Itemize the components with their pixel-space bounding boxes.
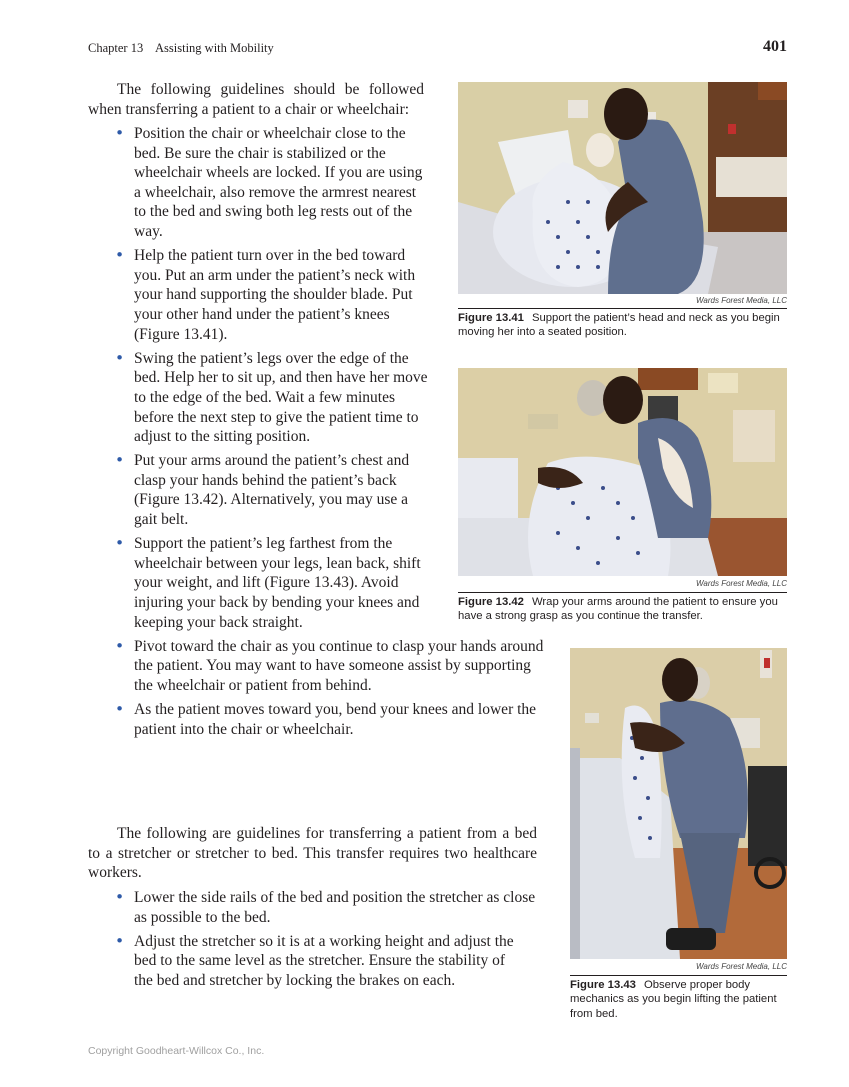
caption-rule <box>458 592 787 593</box>
running-header-chapter: Chapter 13 Assisting with Mobility <box>88 41 274 55</box>
figure-label: Figure 13.41 <box>458 312 524 324</box>
list-item: • Put your arms around the patient’s chest and clasp your hands behind the patient’s back (Figure 13.42). Alternatively, you may use a gait belt. <box>115 451 410 529</box>
bullet-icon: • <box>115 246 125 265</box>
copyright-footer: Copyright Goodheart-Willcox Co., Inc. <box>88 1045 265 1057</box>
list-item: • Lower the side rails of the bed and position the stretcher as close as possible to the bed. <box>115 888 536 926</box>
caption-rule <box>458 308 787 309</box>
list-item: • Help the patient turn over in the bed toward you. Put an arm under the patient’s neck with your hand supporting the shoulder blade. Put your other hand under the patient’s knees (Figure 13.41). <box>115 246 416 343</box>
bullet-icon: • <box>115 636 125 655</box>
bullet-icon: • <box>115 931 125 950</box>
photo-credit: Wards Forest Media, LLC <box>696 296 787 305</box>
list-item: • Swing the patient’s legs over the edge of the bed. Help her to sit up, and then have her move to the edge of the bed. Wait a few minutes before the next step to give the patient time to adjust to the sitting position. <box>115 348 428 446</box>
figure-caption: Figure 13.43 Observe proper body mechanics as you begin lifting the patient from bed. <box>570 979 777 1020</box>
figure-13-43-photo <box>570 648 787 959</box>
figure-label: Figure 13.43 <box>570 979 636 991</box>
bullet-icon: • <box>115 348 125 367</box>
bullet-icon: • <box>115 451 125 470</box>
stretcher-transfer-guidelines <box>88 888 544 995</box>
figure-label: Figure 13.42 <box>458 596 524 608</box>
figure-caption: Figure 13.42 Wrap your arms around the patient to ensure you have a strong grasp as you continue the transfer. <box>458 596 778 623</box>
page-number: 401 <box>763 38 787 55</box>
photo-illustration-chest-clasp <box>458 368 787 576</box>
list-item: • Pivot toward the chair as you continue to clasp your hands around the patient. You may want to have someone assist by supporting the wheelchair or patient from behind. <box>115 636 544 694</box>
list-item: • As the patient moves toward you, bend your knees and lower the patient into the chair or wheelchair. <box>115 700 537 738</box>
photo-illustration-head-support <box>458 82 787 294</box>
list-item: • Support the patient’s leg farthest from the wheelchair between your legs, lean back, shift your weight, and lift (Figure 13.43). Avoid injuring your back by bending your knees and keeping your back straight. <box>115 534 421 631</box>
bullet-icon: • <box>115 534 125 553</box>
list-item: • Adjust the stretcher so it is at a working height and adjust the bed to the same level as the stretcher. Ensure the stability of the bed and stretcher by locking the brakes on each. <box>115 931 514 989</box>
bullet-icon: • <box>115 888 125 906</box>
figure-caption: Figure 13.41 Support the patient’s head and neck as you begin moving her into a seated position. <box>458 312 780 339</box>
intro-paragraph-stretcher-transfer: The following are guidelines for transferring a patient from a bed to a stretcher or stretcher to bed. This transfer requires two healthcare workers. <box>88 825 537 882</box>
figure-13-42-photo <box>458 368 787 576</box>
intro-paragraph-chair-transfer: The following guidelines should be followed when transferring a patient to a chair or wheelchair: <box>88 81 424 118</box>
bullet-icon: • <box>115 700 125 719</box>
photo-credit: Wards Forest Media, LLC <box>696 579 787 588</box>
caption-rule <box>570 975 787 976</box>
figure-13-41-photo <box>458 82 787 294</box>
photo-illustration-lift <box>570 648 787 959</box>
bullet-icon: • <box>115 124 125 142</box>
list-item: • Position the chair or wheelchair close to the bed. Be sure the chair is stabilized or the wheelchair wheels are locked. If you are using a wheelchair, also remove the armrest nearest to the bed and swing both leg rests out of the way. <box>115 124 423 240</box>
photo-credit: Wards Forest Media, LLC <box>696 962 787 971</box>
